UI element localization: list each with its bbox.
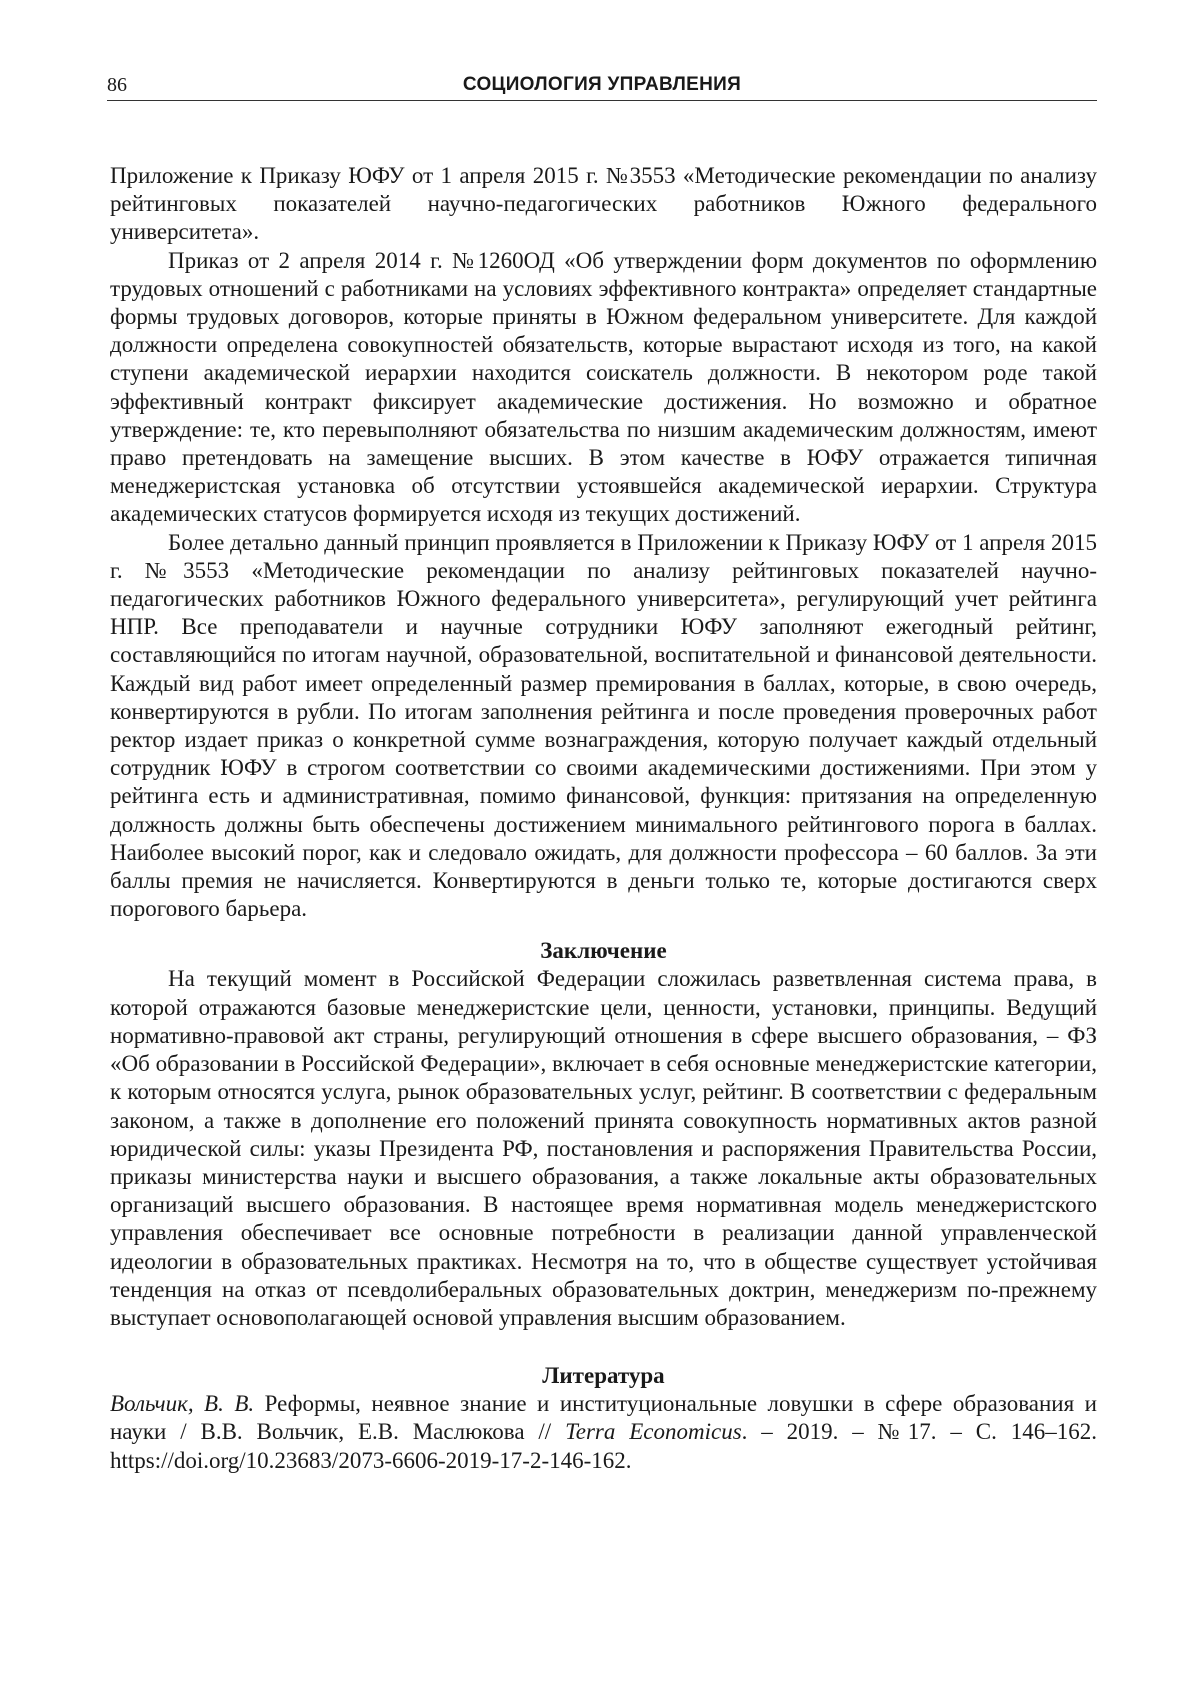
paragraph: Приложение к Приказу ЮФУ от 1 апреля 2015 г. №3553 «Методические рекомендации по анализу рейтинговых показателей научно-педагогических работников Южного федерального университета». [110,163,1097,245]
paragraph: Более детально данный принцип проявляется в Приложении к Приказу ЮФУ от 1 апреля 2015 г. №3553 «Методические рекомендации по анализу рейтинговых показателей научно-педагогических работников Южного федерального университета», регулирующий учет рейтинга НПР. Все преподаватели и научные сотрудники ЮФУ заполняют ежегодный рейтинг, составляющийся по итогам научной, образовательной, воспитательной и финансовой деятельности. Каждый вид работ имеет определенный размер премирования в баллах, которые, в свою очередь, конвертируются в рубли. По итогам заполнения рейтинга и после проведения проверочных работ ректор издает приказ о конкретной сумме вознаграждения, которую получает каждый отдельный сотрудник ЮФУ в строгом соответствии со своими академическими достижениями. При этом у рейтинга есть и административная, помимо финансовой, функция: притязания на определенную должность должны быть обеспечены достижением минимального рейтингового порога в баллах. Наиболее высокий порог, как и следовало ожидать, для должности профессора – 60 баллов. За эти баллы премия не начисляется. Конвертируются в деньги только те, которые достигаются сверх порогового барьера. [110,529,1097,922]
references-heading: Литература [542,1363,665,1389]
reference-item [110,1390,1097,1475]
running-title: СОЦИОЛОГИЯ УПРАВЛЕНИЯ [462,74,742,95]
reference-details: . – 2019. – №17. – С. 146–162. https://doi.org/10.23683/2073-6606-2019-17-2-146-162. [110,1419,1097,1473]
conclusion-heading: Заключение [540,938,667,964]
page-header [107,74,1097,101]
reference-journal: Terra Economicus [565,1419,742,1445]
reference-author: Вольчик, В. В. [110,1391,255,1417]
body-text [110,162,1097,1475]
paragraph: Приказ от 2 апреля 2014 г. №1260ОД «Об утверждении форм документов по оформлению трудовых отношений с работниками на условиях эффективного контракта» определяет стандартные формы трудовых договоров, которые приняты в Южном федеральном университете. Для каждой должности определена совокупностей обязательств, которые вырастают исходя из того, на какой ступени академической иерархии находится соискатель должности. В некотором роде такой эффективный контракт фиксирует академические достижения. Но возможно и обратное утверждение: те, кто перевыполняют обязательства по низшим академическим должностям, имеют право претендовать на замещение высших. В этом качестве в ЮФУ отражается типичная менеджеристская установка об отсутствии устоявшейся академической иерархии. Структура академических статусов формируется исходя из текущих достижений. [110,247,1097,527]
reference-title: Реформы, неявное знание и институциональные ловушки в сфере образования и науки / В.В. Вольчик, Е.В. Маслюкова // [110,1391,1097,1445]
page-number: 86 [107,74,127,96]
conclusion-paragraph: На текущий момент в Российской Федерации сложилась разветвленная система права, в которой отражаются базовые менеджеристские цели, ценности, установки, принципы. Ведущий нормативно-правовой акт страны, регулирующий отношения в сфере высшего образования, – ФЗ «Об образовании в Российской Федерации», включает в себя основные менеджеристские категории, к которым относятся услуга, рынок образовательных услуг, рейтинг. В соответствии с федеральным законом, а также в дополнение его положений принята совокупность нормативных актов разной юридической силы: указы Президента РФ, постановления и распоряжения Правительства России, приказы министерства науки и высшего образования, а также локальные акты образовательных организаций высшего образования. В настоящее время нормативная модель менеджеристского управления обеспечивает все основные потребности в реализации данной управленческой идеологии в образовательных практиках. Несмотря на то, что в обществе существует устойчивая тенденция на отказ от псевдолиберальных образовательных доктрин, менеджеризм по-прежнему выступает основополагающей основой управления высшим образованием. [110,966,1097,1330]
